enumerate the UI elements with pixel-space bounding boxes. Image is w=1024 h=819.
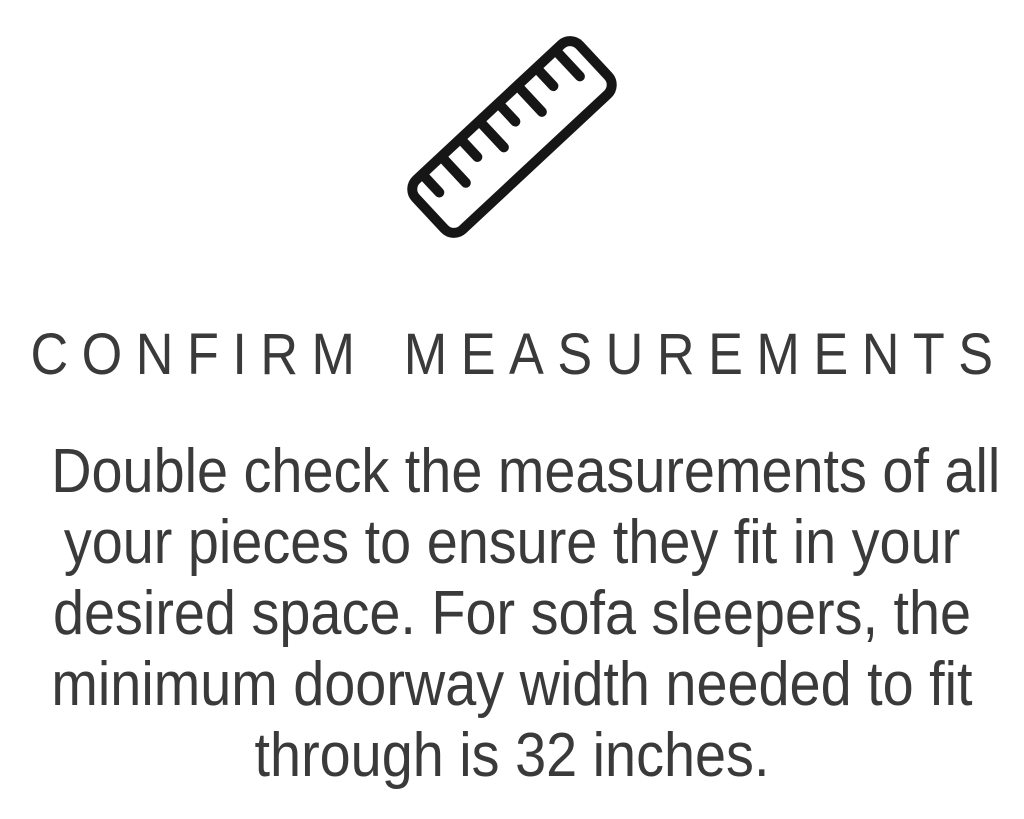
description-line: through is 32 inches.	[254, 721, 770, 790]
description-line: minimum doorway width needed to fit	[51, 650, 973, 719]
section-title: CONFIRM MEASUREMENTS	[30, 322, 1007, 387]
ruler-icon	[403, 28, 621, 246]
description-line: Double check the measurements of all	[51, 437, 1001, 506]
section-description	[51, 436, 1001, 791]
description-line: your pieces to ensure they fit in your	[63, 508, 961, 577]
description-line: desired space. For sofa sleepers, the	[52, 579, 972, 648]
